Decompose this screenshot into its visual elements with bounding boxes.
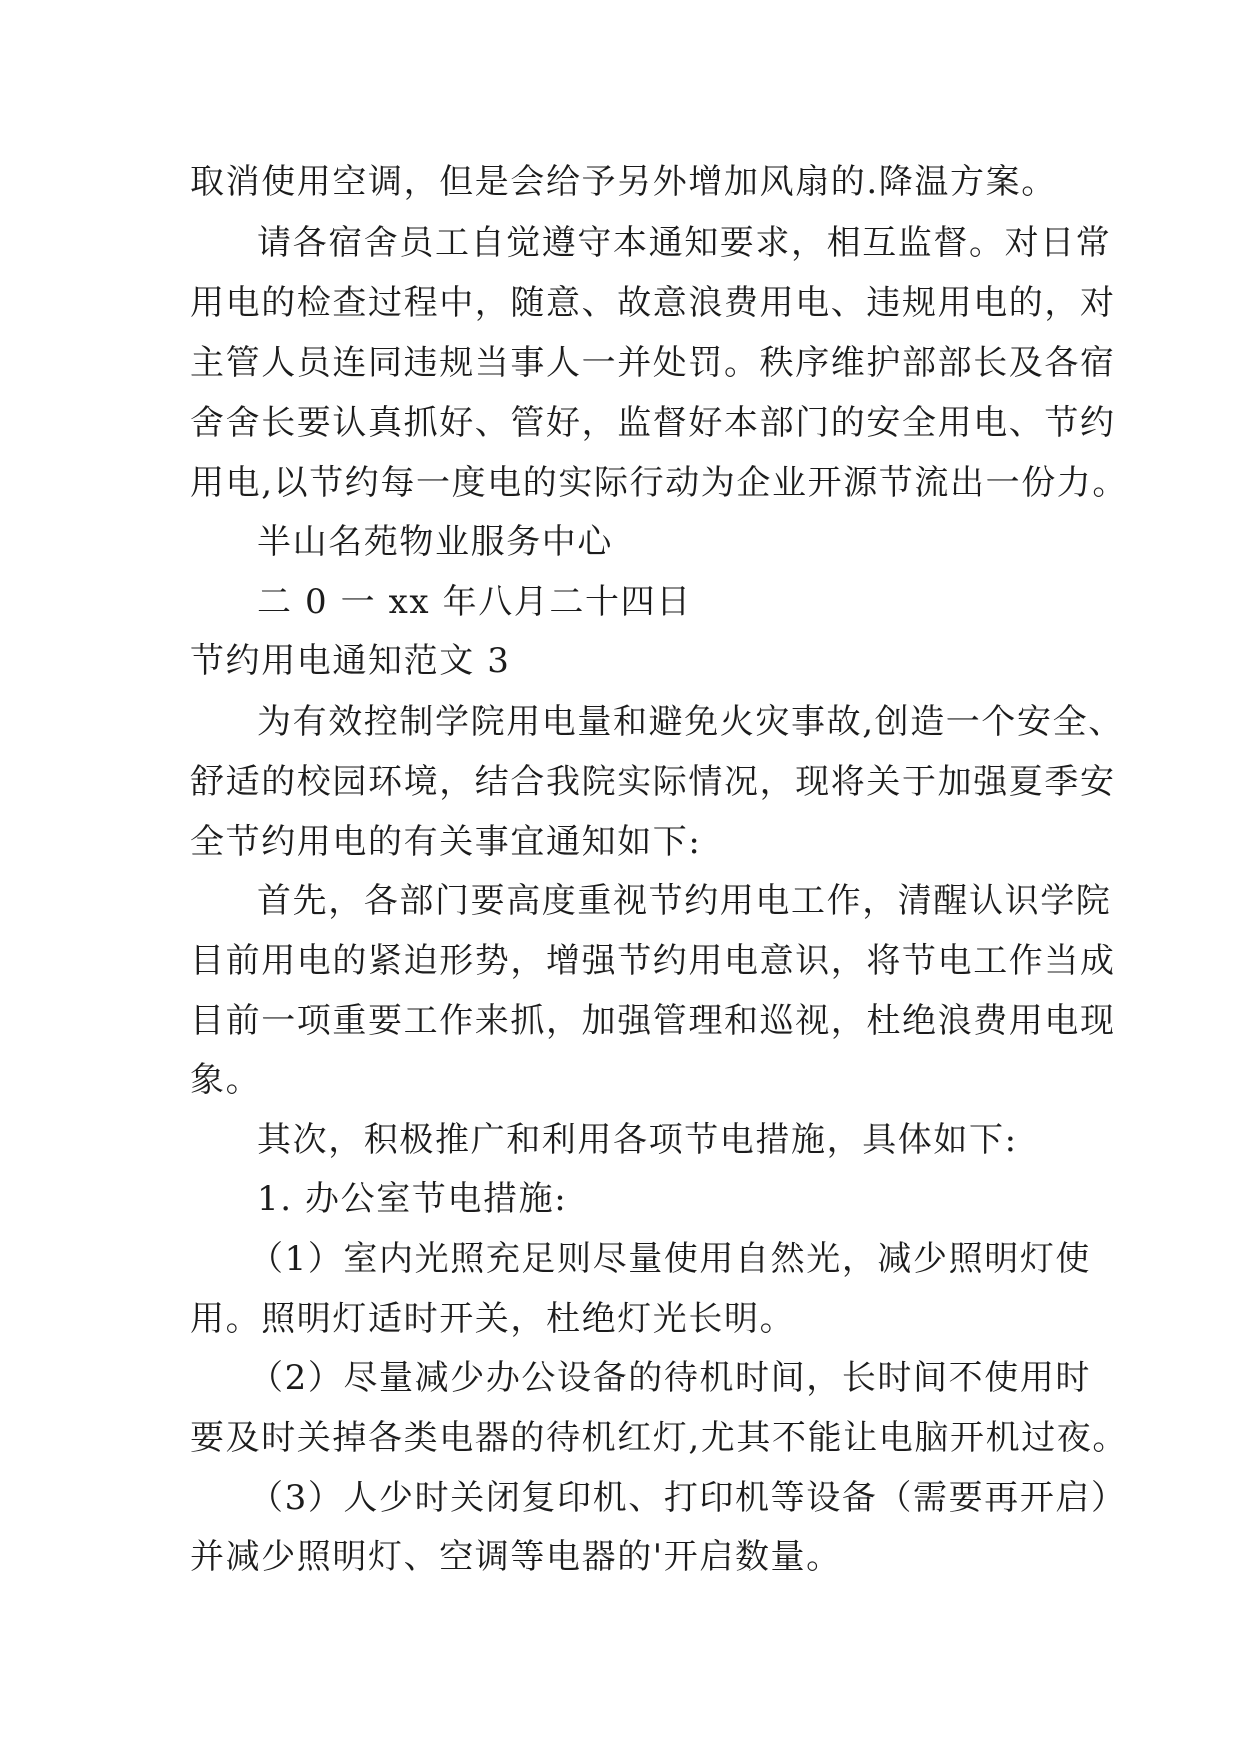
numbered-item: 1. 办公室节电措施:	[257, 1179, 568, 1219]
text-line: 目前一项重要工作来抓，加强管理和巡视，杜绝浪费用电现	[190, 1001, 1116, 1041]
text-line: 并减少照明灯、空调等电器的'开启数量。	[190, 1537, 842, 1577]
text-line: 要及时关掉各类电器的待机红灯,尤其不能让电脑开机过夜。	[190, 1418, 1129, 1458]
sub-item-start-line: （1）室内光照充足则尽量使用自然光，减少照明灯使	[249, 1239, 1092, 1279]
sub-item-start-line: （3）人少时关闭复印机、打印机等设备（需要再开启）	[249, 1478, 1127, 1518]
signature-date: 二 0 一 xx 年八月二十四日	[257, 582, 692, 622]
paragraph-start-line: 首先，各部门要高度重视节约用电工作，清醒认识学院	[257, 881, 1112, 921]
text-line: 用。照明灯适时开关，杜绝灯光长明。	[190, 1299, 796, 1339]
sub-item-start-line: （2）尽量减少办公设备的待机时间，长时间不使用时	[249, 1358, 1092, 1398]
text-line: 舒适的校园环境，结合我院实际情况，现将关于加强夏季安	[190, 762, 1116, 802]
text-line: 象。	[190, 1060, 262, 1100]
text-line: 用电的检查过程中，随意、故意浪费用电、违规用电的，对	[190, 283, 1116, 323]
text-line: 目前用电的紧迫形势，增强节约用电意识，将节电工作当成	[190, 941, 1116, 981]
paragraph-start-line: 其次，积极推广和利用各项节电措施，具体如下:	[257, 1120, 1018, 1160]
signature-organization: 半山名苑物业服务中心	[257, 522, 613, 562]
paragraph-start-line: 请各宿舍员工自觉遵守本通知要求，相互监督。对日常	[257, 223, 1112, 263]
text-line: 取消使用空调，但是会给予另外增加风扇的.降温方案。	[190, 162, 1057, 202]
section-heading: 节约用电通知范文 3	[190, 641, 511, 681]
text-line: 舍舍长要认真抓好、管好，监督好本部门的安全用电、节约	[190, 403, 1116, 443]
text-line: 全节约用电的有关事宜通知如下:	[190, 822, 702, 862]
text-line: 用电,以节约每一度电的实际行动为企业开源节流出一份力。	[190, 463, 1129, 503]
text-line: 主管人员连同违规当事人一并处罚。秩序维护部部长及各宿	[190, 343, 1116, 383]
paragraph-start-line: 为有效控制学院用电量和避免火灾事故,创造一个安全、	[257, 702, 1124, 742]
